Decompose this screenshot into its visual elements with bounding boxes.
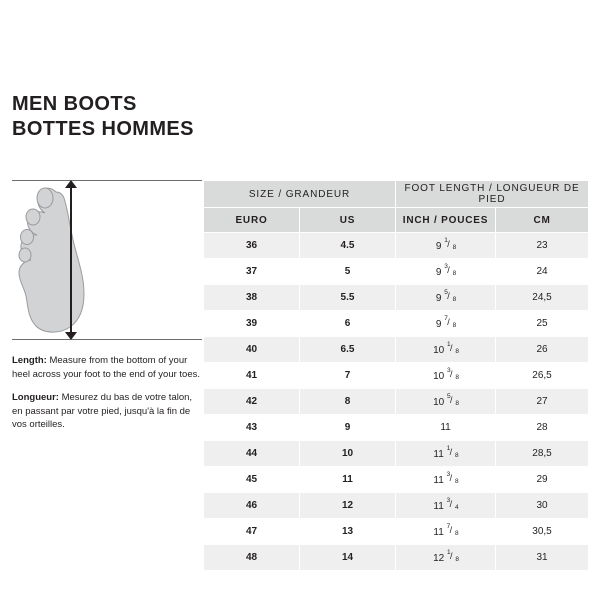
title-line-fr: BOTTES HOMMES [12,118,194,140]
note-longueur [12,391,202,432]
cell-cm: 29 [496,467,589,493]
table-row [204,285,589,311]
foot-diagram [12,180,202,340]
cell-euro: 38 [204,285,300,311]
cell-cm: 30,5 [496,519,589,545]
table-row [204,467,589,493]
cell-us: 9 [300,415,396,441]
note-longueur-text: Mesurez du bas de votre talon, en passant par votre pied, jusqu'à la fin de vos orteilles. [12,392,193,430]
arrow-head-down-icon [65,332,77,340]
table-row [204,519,589,545]
cell-cm: 27 [496,389,589,415]
column-header-inch: INCH / POUCES [396,208,496,233]
cell-us: 4.5 [300,233,396,259]
cell-inch: 11 3 / 4 [396,493,496,519]
cell-cm: 30 [496,493,589,519]
cell-inch: 11 7 / 8 [396,519,496,545]
note-longueur-label: Longueur: [12,392,59,403]
table-row [204,363,589,389]
table-row [204,389,589,415]
table-group-header-row [204,181,589,208]
guide-line-top [12,180,202,181]
note-length-label: Length: [12,355,47,366]
title-line-en: MEN BOOTS [12,93,137,115]
size-table-wrapper [203,180,588,571]
cell-inch: 11 1 / 8 [396,441,496,467]
cell-inch: 9 7 / 8 [396,311,496,337]
cell-us: 6.5 [300,337,396,363]
measurement-guide [12,180,202,442]
cell-us: 6 [300,311,396,337]
note-length-text: Measure from the bottom of your heel across your foot to the end of your toes. [12,355,201,380]
measurement-notes [12,354,202,432]
table-row [204,493,589,519]
cell-inch: 11 3 / 8 [396,467,496,493]
table-row [204,415,589,441]
cell-euro: 46 [204,493,300,519]
cell-inch: 9 1 / 8 [396,233,496,259]
column-header-euro: EURO [204,208,300,233]
column-header-cm: CM [496,208,589,233]
cell-us: 8 [300,389,396,415]
cell-us: 10 [300,441,396,467]
cell-inch: 10 5 / 8 [396,389,496,415]
table-row [204,545,589,571]
cell-cm: 25 [496,311,589,337]
size-table-body [204,233,589,571]
cell-cm: 26 [496,337,589,363]
cell-us: 5.5 [300,285,396,311]
cell-cm: 24,5 [496,285,589,311]
cell-us: 11 [300,467,396,493]
cell-us: 12 [300,493,396,519]
cell-cm: 24 [496,259,589,285]
table-row [204,233,589,259]
cell-cm: 26,5 [496,363,589,389]
cell-euro: 47 [204,519,300,545]
cell-euro: 45 [204,467,300,493]
cell-us: 14 [300,545,396,571]
cell-inch: 9 3 / 8 [396,259,496,285]
group-header-foot-length: FOOT LENGTH / LONGUEUR DE PIED [396,181,589,208]
cell-euro: 40 [204,337,300,363]
cell-cm: 28 [496,415,589,441]
table-row [204,259,589,285]
cell-euro: 42 [204,389,300,415]
table-row [204,441,589,467]
length-arrow-icon [64,180,78,340]
table-row [204,337,589,363]
guide-line-bottom [12,339,202,340]
cell-us: 5 [300,259,396,285]
cell-euro: 44 [204,441,300,467]
arrow-shaft [70,186,72,334]
cell-euro: 39 [204,311,300,337]
cell-cm: 28,5 [496,441,589,467]
column-header-us: US [300,208,396,233]
cell-cm: 23 [496,233,589,259]
cell-us: 7 [300,363,396,389]
page-title [12,92,194,142]
cell-euro: 48 [204,545,300,571]
cell-inch: 10 3 / 8 [396,363,496,389]
cell-inch: 12 1 / 8 [396,545,496,571]
table-column-header-row [204,208,589,233]
cell-euro: 41 [204,363,300,389]
cell-euro: 43 [204,415,300,441]
cell-euro: 36 [204,233,300,259]
table-row [204,311,589,337]
cell-inch: 11 [396,415,496,441]
note-length [12,354,202,381]
cell-cm: 31 [496,545,589,571]
cell-inch: 10 1 / 8 [396,337,496,363]
group-header-size: SIZE / GRANDEUR [204,181,396,208]
size-table [203,180,589,571]
cell-euro: 37 [204,259,300,285]
cell-inch: 9 5 / 8 [396,285,496,311]
cell-us: 13 [300,519,396,545]
